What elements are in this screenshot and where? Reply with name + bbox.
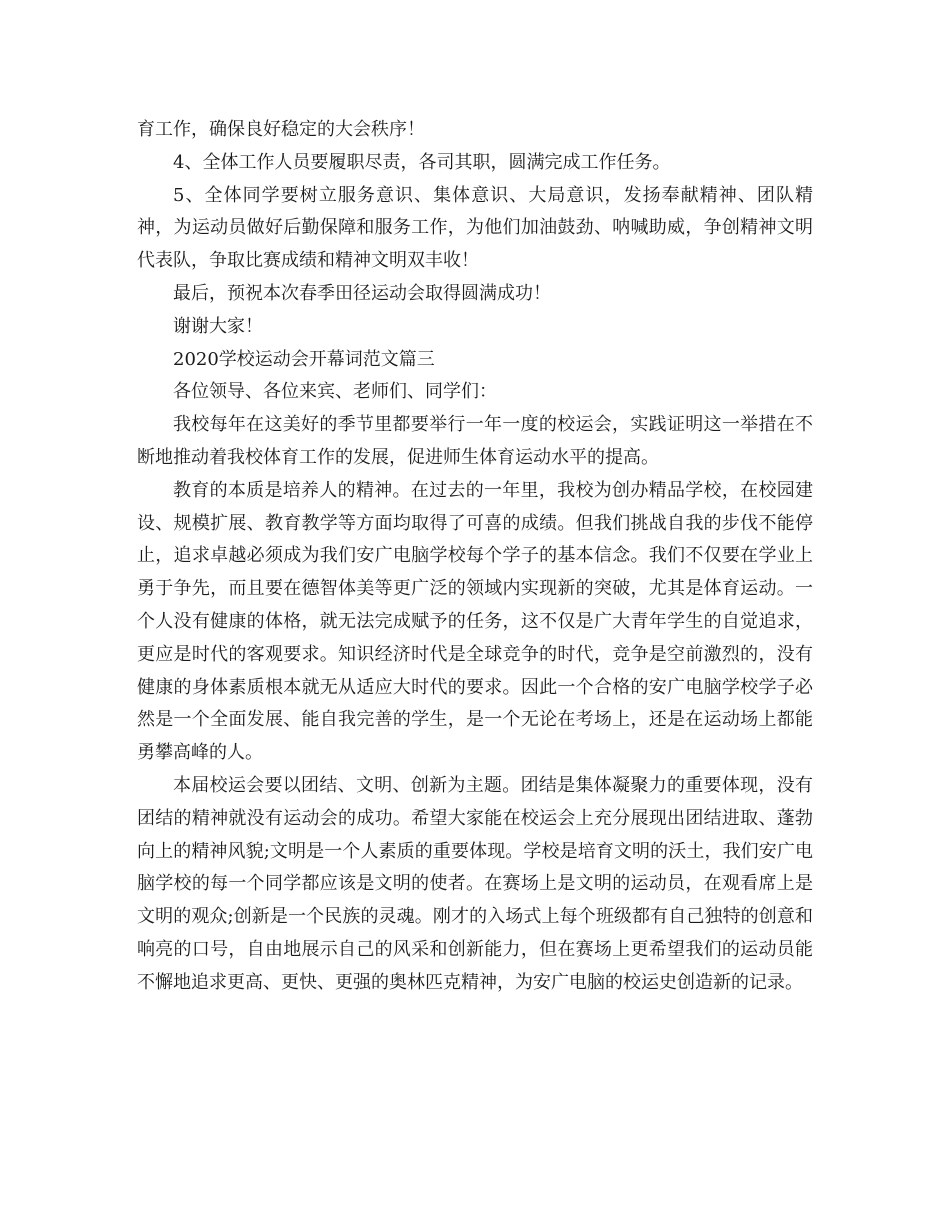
paragraph-3: 5、全体同学要树立服务意识、集体意识、大局意识，发扬奉献精神、团队精神，为运动员做好后勤保障和服务工作，为他们加油鼓劲、呐喊助威，争创精神文明代表队，争取比赛成绩和精神文明双丰收！ xyxy=(137,184,813,272)
salutation: 各位领导、各位来宾、老师们、同学们： xyxy=(173,381,497,403)
paragraph-9: 教育的本质是培养人的精神。在过去的一年里，我校为创办精品学校，在校园建设、规模扩展、教育教学等方面均取得了可喜的成绩。但我们挑战自我的步伐不能停止，追求卓越必须成为我们安广电脑学校每个学子的基本信念。我们不仅要在学业上勇于争先，而且要在德智体美等更广泛的领域内实现新的突破，尤其是体育运动。一个人没有健康的体格，就无法完成赋予的任务，这不仅是广大青年学生的自觉追求，更应是时代的客观要求。知识经济时代是全球竞争的时代，竞争是空前激烈的，没有健康的身体素质根本就无从适应大时代的要求。因此一个合格的安广电脑学校学子必然是一个全面发展、能自我完善的学生，是一个无论在考场上，还是在运动场上都能勇攀高峰的人。 xyxy=(137,479,813,764)
paragraph-8: 我校每年在这美好的季节里都要举行一年一度的校运会，实践证明这一举措在不断地推动着我校体育工作的发展，促进师生体育运动水平的提高。 xyxy=(137,414,813,468)
paragraph-4: 最后，预祝本次春季田径运动会取得圆满成功！ xyxy=(173,282,551,304)
section-title: 2020学校运动会开幕词范文篇三 xyxy=(173,348,435,370)
paragraph-2: 4、全体工作人员要履职尽责，各司其职，圆满完成工作任务。 xyxy=(173,151,671,173)
paragraph-10: 本届校运会要以团结、文明、创新为主题。团结是集体凝聚力的重要体现，没有团结的精神就没有运动会的成功。希望大家能在校运会上充分展现出团结进取、蓬勃向上的精神风貌;文明是一个人素质的重要体现。学校是培育文明的沃土，我们安广电脑学校的每一个同学都应该是文明的使者。在赛场上是文明的运动员，在观看席上是文明的观众;创新是一个民族的灵魂。刚才的入场式上每个班级都有自己独特的创意和响亮的口号，自由地展示自己的风采和创新能力，但在赛场上更希望我们的运动员能不懈地追求更高、更快、更强的奥林匹克精神，为安广电脑的校运史创造新的记录。 xyxy=(137,774,813,993)
paragraph-5: 谢谢大家！ xyxy=(173,315,263,337)
document-page xyxy=(137,114,813,1000)
paragraph-1: 育工作，确保良好稳定的大会秩序！ xyxy=(137,119,425,140)
